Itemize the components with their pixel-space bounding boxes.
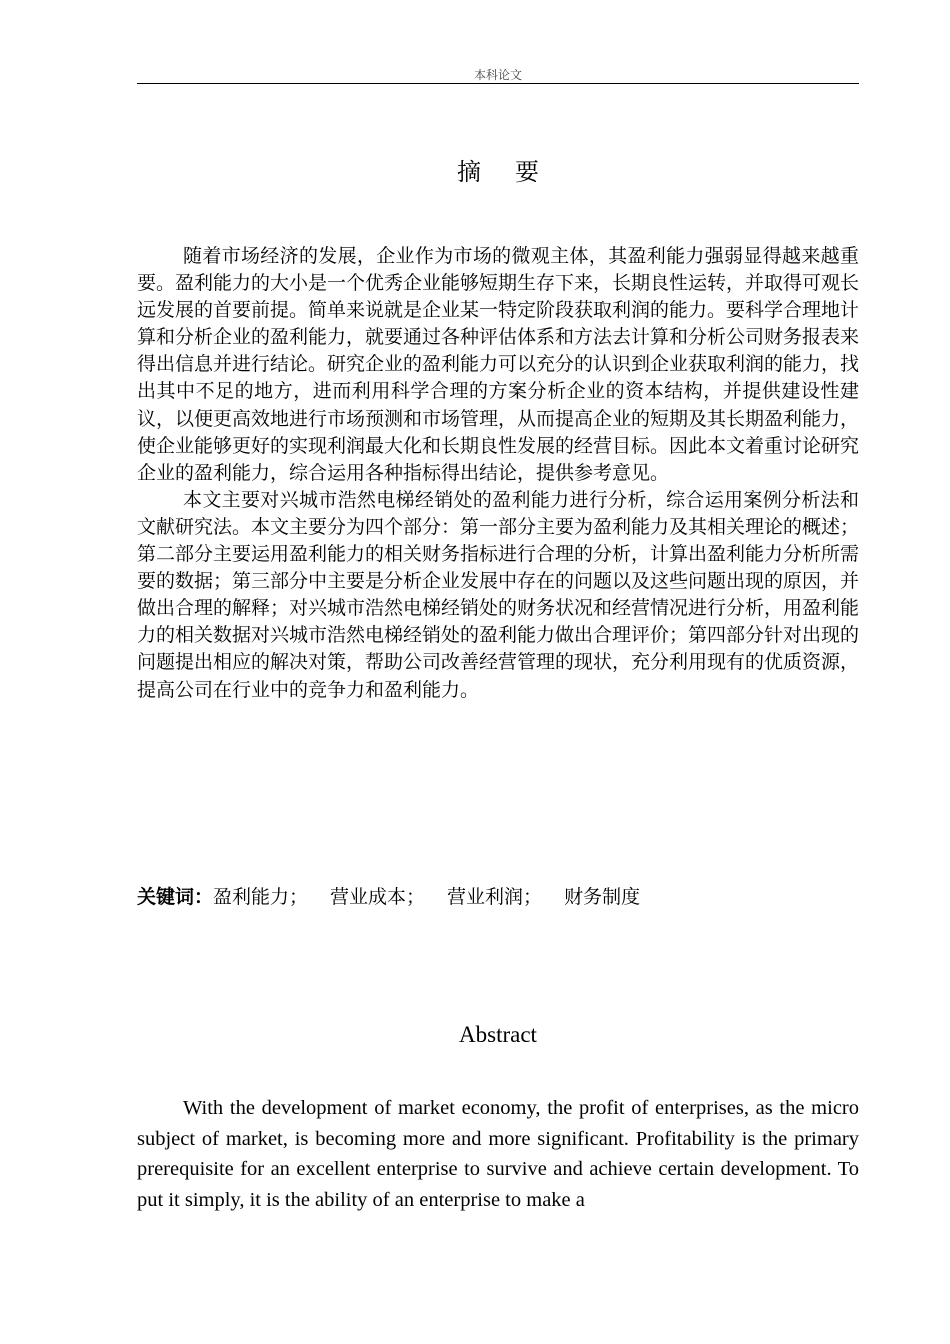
abstract-en-paragraph-1: With the development of market economy, the profit of enterprises, as the micro subject of market, is becoming more and more significant. Profitability is the primary prerequisite for an excellent enterprise to survive and achieve certain development. To put it simply, it is the ability of an enterprise to make a <box>137 1097 859 1212</box>
keywords-line <box>137 884 859 911</box>
keyword-item: 财务制度 <box>564 886 641 908</box>
abstract-cn-paragraph-2: 本文主要对兴城市浩然电梯经销处的盈利能力进行分析，综合运用案例分析法和文献研究法。本文主要分为四个部分：第一部分主要为盈利能力及其相关理论的概述；第二部分主要运用盈利能力的相关财务指标进行合理的分析，计算出盈利能力分析所需要的数据；第三部分中主要是分析企业发展中存在的问题以及这些问题出现的原因，并做出合理的解释；对兴城市浩然电梯经销处的财务状况和经营情况进行分析，用盈利能力的相关数据对兴城市浩然电梯经销处的盈利能力做出合理评价；第四部分针对出现的问题提出相应的解决对策，帮助公司改善经营管理的现状，充分利用现有的优质资源，提高公司在行业中的竞争力和盈利能力。 <box>137 488 860 701</box>
header-rule <box>137 83 859 84</box>
abstract-en-body <box>137 1093 859 1216</box>
abstract-cn-paragraph-1: 随着市场经济的发展，企业作为市场的微观主体，其盈利能力强弱显得越来越重要。盈利能力的大小是一个优秀企业能够短期生存下来，长期良性运转，并取得可观长远发展的首要前提。简单来说就是企业某一特定阶段获取利润的能力。要科学合理地计算和分析企业的盈利能力，就要通过各种评估体系和方法去计算和分析公司财务报表来得出信息并进行结论。研究企业的盈利能力可以充分的认识到企业获取利润的能力，找出其中不足的地方，进而利用科学合理的方案分析企业的资本结构，并提供建设性建议，以便更高效地进行市场预测和市场管理，从而提高企业的短期及其长期盈利能力，使企业能够更好的实现利润最大化和长期良性发展的经营目标。因此本文着重讨论研究企业的盈利能力，综合运用各种指标得出结论，提供参考意见。 <box>137 245 860 484</box>
keywords-label: 关键词： <box>137 886 214 908</box>
abstract-en-title: Abstract <box>459 1022 537 1047</box>
abstract-cn-body <box>137 243 859 704</box>
keyword-item: 盈利能力； <box>213 886 309 908</box>
keyword-item: 营业成本； <box>330 886 426 908</box>
keyword-item: 营业利润； <box>447 886 543 908</box>
running-header: 本科论文 <box>473 68 522 82</box>
abstract-cn-title: 摘要 <box>457 158 573 186</box>
